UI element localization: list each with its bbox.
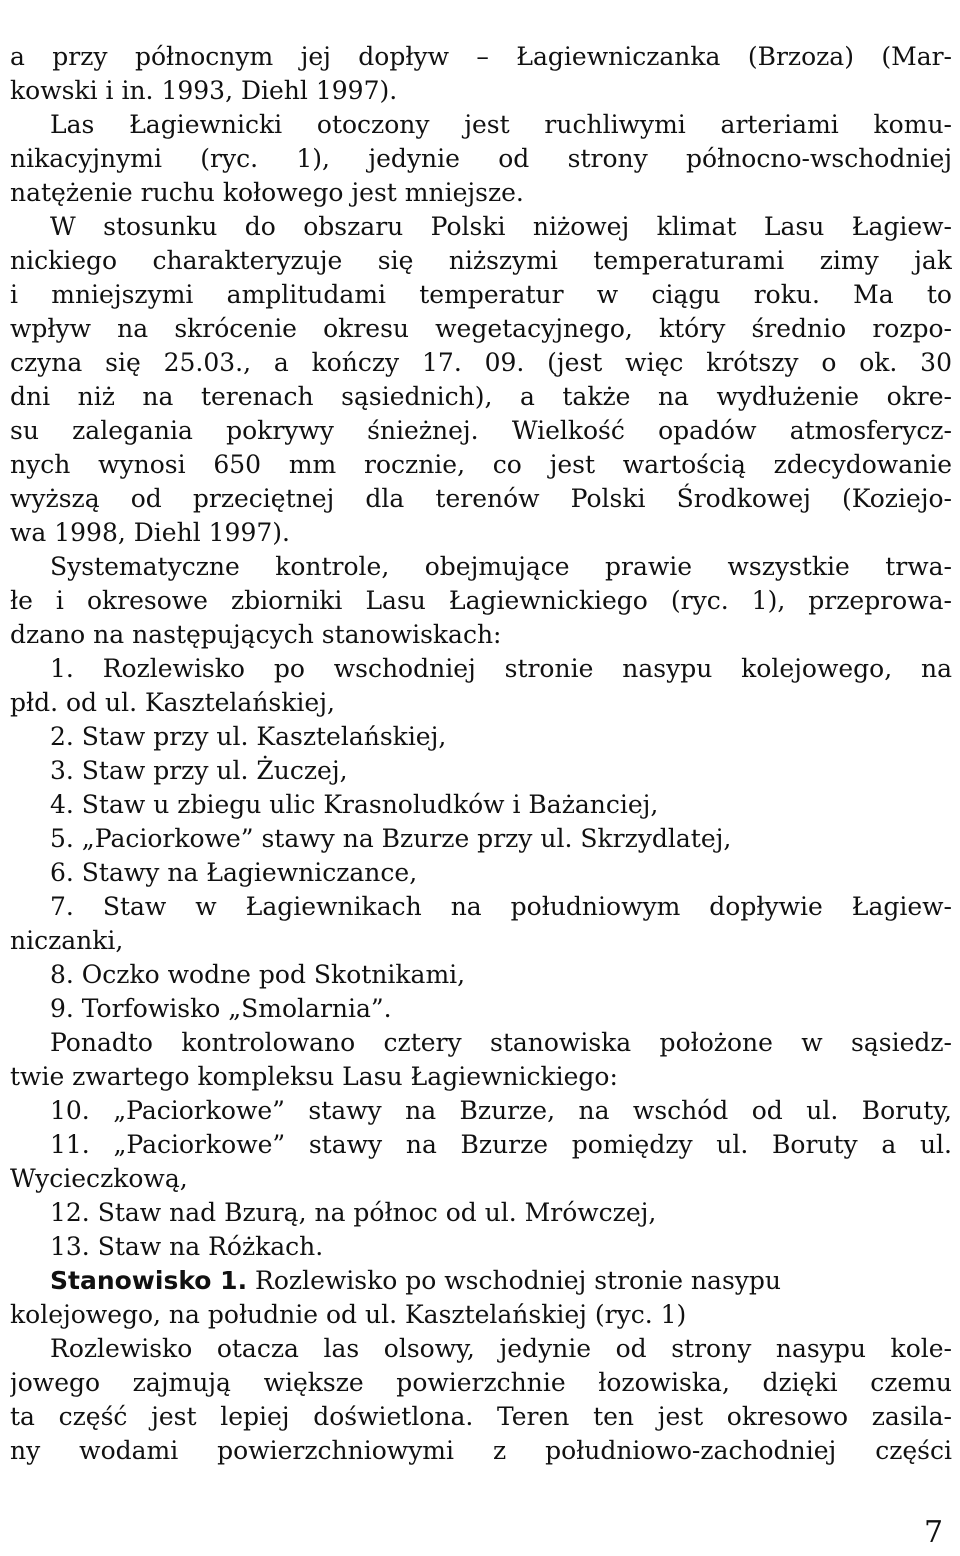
text-line: Rozlewisko otacza las olsowy, jedynie od strony nasypu kole- xyxy=(50,1334,952,1363)
page-number: 7 xyxy=(924,1515,944,1550)
text-line: nych wynosi 650 mm rocznie, co jest wartością zdecydowanie xyxy=(10,450,952,479)
section-heading-text: Rozlewisko po wschodniej stronie nasypu xyxy=(255,1266,781,1295)
text-line: czyna się 25.03., a kończy 17. 09. (jest więc krótszy o ok. 30 xyxy=(10,348,952,377)
text-line: Las Łagiewnicki otoczony jest ruchliwymi arteriami komu- xyxy=(50,110,952,139)
list-item: 3. Staw przy ul. Żuczej, xyxy=(50,756,348,785)
text-line: ta część jest lepiej doświetlona. Teren ten jest okresowo zasila- xyxy=(10,1402,952,1431)
text-line: Ponadto kontrolowano cztery stanowiska położone w sąsiedz- xyxy=(50,1028,952,1057)
list-item: 11. „Paciorkowe” stawy na Bzurze pomiędzy ul. Boruty a ul. xyxy=(50,1130,952,1159)
text-line: Systematyczne kontrole, obejmujące prawie wszystkie trwa- xyxy=(50,552,952,581)
list-item: 5. „Paciorkowe” stawy na Bzurze przy ul. Skrzydlatej, xyxy=(50,824,732,853)
list-item: niczanki, xyxy=(10,926,124,955)
list-item: płd. od ul. Kasztelańskiej, xyxy=(10,688,335,717)
text-line: ny wodami powierzchniowymi z południowo-zachodniej części xyxy=(10,1436,952,1465)
list-item: 9. Torfowisko „Smolarnia”. xyxy=(50,994,392,1023)
text-line: W stosunku do obszaru Polski niżowej klimat Lasu Łagiew- xyxy=(50,212,952,241)
list-item: 12. Staw nad Bzurą, na północ od ul. Mrówczej, xyxy=(50,1198,657,1227)
text-line: nikacyjnymi (ryc. 1), jedynie od strony północno-wschodniej xyxy=(10,144,952,173)
list-item: 4. Staw u zbiegu ulic Krasnoludków i Bażanciej, xyxy=(50,790,659,819)
text-line: dni niż na terenach sąsiednich), a także na wydłużenie okre- xyxy=(10,382,952,411)
text-line: nickiego charakteryzuje się niższymi temperaturami zimy jak xyxy=(10,246,952,275)
text-line: natężenie ruchu kołowego jest mniejsze. xyxy=(10,178,524,207)
list-item: 2. Staw przy ul. Kasztelańskiej, xyxy=(50,722,447,751)
section-heading-line xyxy=(50,1264,952,1298)
text-line: dzano na następujących stanowiskach: xyxy=(10,620,502,649)
text-line: łe i okresowe zbiorniki Lasu Łagiewnickiego (ryc. 1), przeprowa- xyxy=(10,586,952,615)
text-line: wa 1998, Diehl 1997). xyxy=(10,518,290,547)
text-line: a przy północnym jej dopływ – Łagiewniczanka (Brzoza) (Mar- xyxy=(10,42,952,71)
list-item: 8. Oczko wodne pod Skotnikami, xyxy=(50,960,466,989)
text-line: jowego zajmują większe powierzchnie łozowiska, dzięki czemu xyxy=(10,1368,952,1397)
list-item: Wycieczkową, xyxy=(10,1164,188,1193)
list-item: 1. Rozlewisko po wschodniej stronie nasypu kolejowego, na xyxy=(50,654,952,683)
text-line: kolejowego, na południe od ul. Kasztelańskiej (ryc. 1) xyxy=(10,1300,687,1329)
list-item: 10. „Paciorkowe” stawy na Bzurze, na wschód od ul. Boruty, xyxy=(50,1096,952,1125)
text-line: wpływ na skrócenie okresu wegetacyjnego, który średnio rozpo- xyxy=(10,314,952,343)
text-line: i mniejszymi amplitudami temperatur w ciągu roku. Ma to xyxy=(10,280,952,309)
list-item: 13. Staw na Różkach. xyxy=(50,1232,324,1261)
list-item: 6. Stawy na Łagiewniczance, xyxy=(50,858,418,887)
text-line: kowski i in. 1993, Diehl 1997). xyxy=(10,76,398,105)
text-line: su zalegania pokrywy śnieżnej. Wielkość opadów atmosferycz- xyxy=(10,416,952,445)
section-heading: Stanowisko 1. xyxy=(50,1266,248,1295)
text-line: wyższą od przeciętnej dla terenów Polski Środkowej (Koziejo- xyxy=(10,484,952,513)
list-item: 7. Staw w Łagiewnikach na południowym dopływie Łagiew- xyxy=(50,892,952,921)
text-line: twie zwartego kompleksu Lasu Łagiewnickiego: xyxy=(10,1062,618,1091)
